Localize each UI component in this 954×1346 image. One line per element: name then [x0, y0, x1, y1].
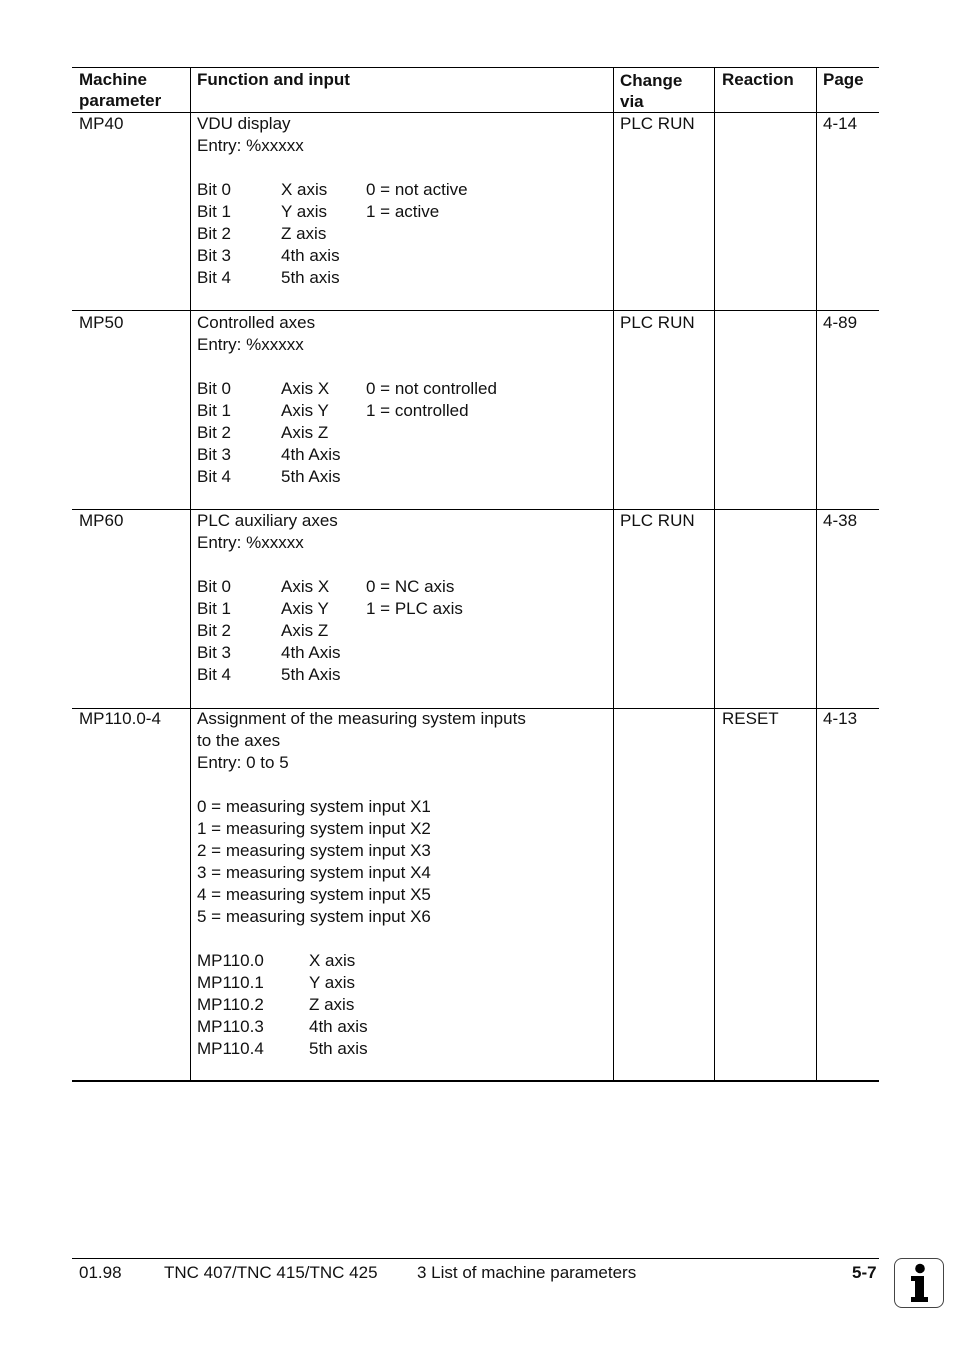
entry-text: Entry: %xxxxx: [197, 136, 304, 155]
header-change-via: [620, 70, 682, 112]
bit-row: Bit 0 X axis 0 = not active: [197, 180, 468, 199]
column-divider: [613, 67, 614, 1082]
page-number: 5-7: [852, 1263, 877, 1282]
function-cell: [197, 113, 468, 289]
function-title: Controlled axes: [197, 313, 316, 332]
column-divider: [816, 67, 817, 1082]
machine-parameter-table: [72, 67, 879, 1082]
bit-row: Bit 3 4th Axis: [197, 643, 341, 662]
function-title: Assignment of the measuring system inputs: [197, 709, 526, 728]
option-line: 5 = measuring system input X6: [197, 907, 431, 926]
reaction-cell: RESET: [722, 709, 779, 728]
bit-row: Bit 1 Axis Y 1 = PLC axis: [197, 599, 463, 618]
header-bottom-rule: [72, 112, 879, 113]
assignment-row: MP110.1 Y axis: [197, 973, 355, 992]
option-line: 1 = measuring system input X2: [197, 819, 431, 838]
page-cell: 4-13: [823, 709, 858, 728]
header-function-and-input: Function and input: [197, 70, 350, 89]
header-reaction: Reaction: [722, 70, 794, 89]
bit-row: Bit 2 Axis Z: [197, 621, 329, 640]
header-machine-parameter: [79, 69, 161, 111]
option-line: 4 = measuring system input X5: [197, 885, 431, 904]
parameter-cell: MP60: [79, 511, 124, 530]
bit-row: Bit 0 Axis X 0 = not controlled: [197, 379, 497, 398]
assignment-row: MP110.3 4th axis: [197, 1017, 368, 1036]
function-title: VDU display: [197, 114, 291, 133]
function-title: to the axes: [197, 731, 281, 750]
page-cell: 4-38: [823, 511, 858, 530]
bit-row: Bit 0 Axis X 0 = NC axis: [197, 577, 455, 596]
bit-row: Bit 2 Z axis: [197, 224, 327, 243]
assignment-row: MP110.4 5th axis: [197, 1039, 368, 1058]
bit-row: Bit 1 Y axis 1 = active: [197, 202, 440, 221]
entry-text: Entry: %xxxxx: [197, 335, 304, 354]
change-via-cell: PLC RUN: [620, 511, 695, 530]
page-cell: 4-14: [823, 114, 858, 133]
function-cell: [197, 510, 463, 686]
header-text: parameter: [79, 91, 162, 110]
row-divider: [72, 509, 879, 510]
header-text: Change: [620, 71, 683, 90]
column-divider: [190, 67, 191, 1082]
header-text: via: [620, 92, 644, 111]
row-divider: [72, 310, 879, 311]
bit-row: Bit 2 Axis Z: [197, 423, 329, 442]
change-via-cell: PLC RUN: [620, 114, 695, 133]
function-cell: [197, 708, 526, 1060]
change-via-cell: PLC RUN: [620, 313, 695, 332]
bit-row: Bit 3 4th axis: [197, 246, 340, 265]
page-cell: 4-89: [823, 313, 858, 332]
function-cell: [197, 312, 497, 488]
footer-chapter: 3 List of machine parameters: [417, 1263, 637, 1282]
info-icon: [894, 1258, 944, 1308]
assignment-row: MP110.0 X axis: [197, 951, 356, 970]
function-title: PLC auxiliary axes: [197, 511, 338, 530]
bit-row: Bit 4 5th Axis: [197, 665, 341, 684]
column-divider: [714, 67, 715, 1082]
table-top-rule: [72, 67, 879, 68]
option-line: 0 = measuring system input X1: [197, 797, 431, 816]
option-line: 3 = measuring system input X4: [197, 863, 431, 882]
header-text: Machine: [79, 70, 148, 89]
option-line: 2 = measuring system input X3: [197, 841, 431, 860]
entry-text: Entry: 0 to 5: [197, 753, 289, 772]
footer-models: TNC 407/TNC 415/TNC 425: [164, 1263, 378, 1282]
entry-text: Entry: %xxxxx: [197, 533, 304, 552]
parameter-cell: MP40: [79, 114, 124, 133]
table-bottom-rule: [72, 1080, 879, 1082]
parameter-cell: MP110.0-4: [79, 709, 161, 728]
parameter-cell: MP50: [79, 313, 124, 332]
bit-row: Bit 4 5th axis: [197, 268, 340, 287]
bit-row: Bit 4 5th Axis: [197, 467, 341, 486]
footer-date: 01.98: [79, 1263, 122, 1282]
bit-row: Bit 3 4th Axis: [197, 445, 341, 464]
bit-row: Bit 1 Axis Y 1 = controlled: [197, 401, 469, 420]
footer-rule: [72, 1258, 879, 1259]
header-page: Page: [823, 70, 864, 89]
assignment-row: MP110.2 Z axis: [197, 995, 355, 1014]
